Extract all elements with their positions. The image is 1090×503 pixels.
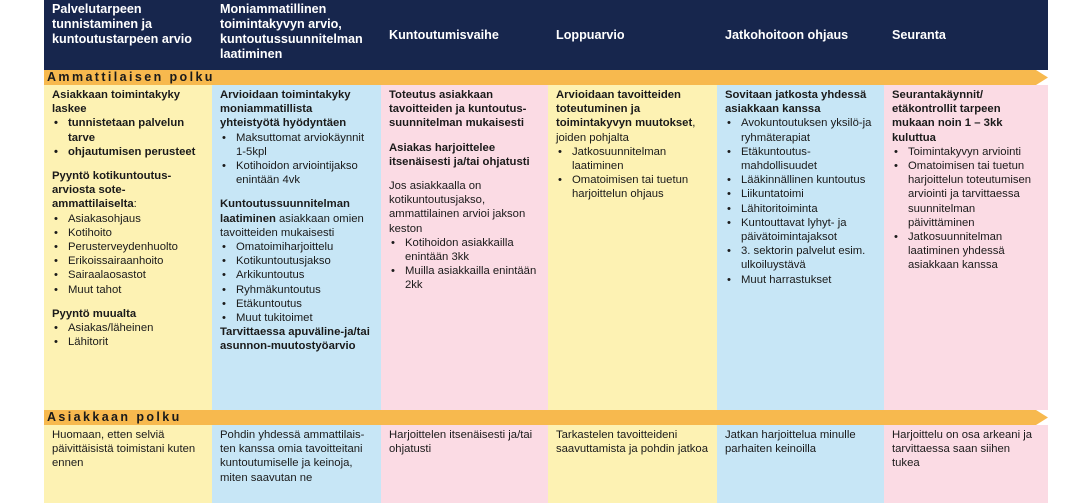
prof4-list — [556, 145, 709, 202]
prof1-referral-item: • Asiakasohjaus — [68, 212, 204, 226]
prof-cell-5 — [717, 85, 884, 410]
customer-row — [44, 425, 1048, 503]
prof1-referral — [52, 169, 204, 212]
prof5-item: • Avokuntoutuksen yksilö-ja ryhmäterapiat — [741, 116, 876, 144]
prof6-title: Seurantakäynnit/ etäkontrollit tarpeen mukaan noin 1 – 3kk kuluttua — [892, 89, 1003, 144]
prof5-item: • Lääkinnällinen kuntoutus — [741, 173, 876, 187]
prof5-item: • Lähitoritoiminta — [741, 202, 876, 216]
prof1-intro-item: • tunnistetaan palvelun tarve — [68, 116, 204, 144]
prof1-referral-item: • Kotihoito — [68, 226, 204, 240]
phase-6-title: Seuranta — [892, 27, 946, 42]
prof2-title: Arvioidaan toimintakyky moniammatillista yhteistyötä hyödyntäen — [220, 89, 351, 130]
prof5-item: • Etäkuntoutus-mahdollisuudet — [741, 145, 876, 173]
prof2-list-1 — [220, 131, 373, 188]
prof2-aids: Tarvittaessa apuväline-ja/tai asunnon-muutostyöarvio — [220, 326, 370, 353]
prof2-item: • Omatoimiharjoittelu — [236, 240, 373, 254]
cust-cell-1: Huomaan, etten selviä päivittäisistä toimistani kuten ennen — [44, 425, 212, 503]
prof4-item: • Jatkosuunnitelman laatiminen — [572, 145, 709, 173]
prof1-other-title: Pyyntö muualta — [52, 307, 137, 320]
prof5-title: Sovitaan jatkosta yhdessä asiakkaan kanssa — [725, 89, 867, 116]
prof3-item: • Kotihoidon asiakkailla enintään 3kk — [405, 236, 540, 264]
prof1-referral-item: • Muut tahot — [68, 283, 204, 297]
phase-3-title: Kuntoutumisvaihe — [389, 27, 499, 42]
prof4-item: • Omatoimisen tai tuetun harjoittelun ohjaus — [572, 173, 709, 201]
prof4-title-line — [556, 88, 709, 145]
phase-4-title: Loppuarvio — [556, 27, 625, 42]
prof1-referral-item: • Perusterveydenhuolto — [68, 240, 204, 254]
cust-cell-2: Pohdin yhdessä ammattilais-ten kanssa omia tavoitteitani kuntoutumiselle ja keinoja, miten saavutan ne — [212, 425, 381, 503]
prof-cell-4 — [548, 85, 717, 410]
prof3-text: Jos asiakkaalla on kotikuntoutusjakso, ammattilainen arvioi jakson keston — [389, 180, 526, 235]
cust-cell-3: Harjoittelen itsenäisesti ja/tai ohjatusti — [381, 425, 548, 503]
prof2-plan — [220, 197, 373, 240]
prof4-title-rest: , joiden pohjalta — [556, 117, 696, 144]
phase-1-title: Palvelutarpeen tunnistaminen ja kuntoutustarpeen arvio — [52, 2, 192, 46]
prof5-item: • 3. sektorin palvelut esim. ulkoiluystävä — [741, 244, 876, 272]
prof-cell-6 — [884, 85, 1048, 410]
prof3-list — [389, 236, 540, 293]
cust-cell-6: Harjoittelu on osa arkeani ja tarvittaessa saan siihen tukea — [884, 425, 1048, 503]
prof2-item: • Ryhmäkuntoutus — [236, 283, 373, 297]
prof1-other-item: • Asiakas/läheinen — [68, 321, 204, 335]
prof3-title: Toteutus asiakkaan tavoitteiden ja kuntoutus-suunnitelman mukaisesti — [389, 89, 527, 130]
prof2-item: • Arkikuntoutus — [236, 268, 373, 282]
prof1-intro-list — [52, 116, 204, 159]
care-path-diagram — [44, 0, 1048, 500]
phase-header — [44, 0, 1048, 70]
professional-path-band — [44, 70, 1048, 85]
prof2-item: • Kotihoidon arviointijakso enintään 4vk — [236, 159, 373, 187]
prof-cell-1 — [44, 85, 212, 410]
prof2-plan-rest: asiakkaan omien tavoitteiden mukaisesti — [220, 212, 364, 239]
prof1-other-item: • Lähitorit — [68, 335, 204, 349]
prof2-list-2 — [220, 240, 373, 325]
prof6-list — [892, 145, 1040, 273]
prof2-item: • Muut tukitoimet — [236, 311, 373, 325]
customer-path-label: Asiakkaan polku — [47, 410, 182, 424]
cust-cell-4: Tarkastelen tavoitteideni saavuttamista ja pohdin jatkoa — [548, 425, 717, 503]
customer-arrow — [44, 410, 1048, 425]
prof4-title: Arvioidaan tavoitteiden toteutuminen ja toimintakyvyn muutokset — [556, 89, 693, 130]
phase-5-title: Jatkohoitoon ohjaus — [725, 27, 849, 42]
professional-path-label: Ammattilaisen polku — [47, 70, 215, 84]
prof2-item: • Maksuttomat arviokäynnit 1-5kpl — [236, 131, 373, 159]
prof6-item: • Omatoimisen tai tuetun harjoittelun toteutumisen arviointi ja tarvittaessa suunnitelman päivittäminen — [908, 159, 1040, 230]
prof1-referral-list — [52, 212, 204, 297]
prof1-intro: Asiakkaan toimintakyky laskee — [52, 89, 181, 116]
prof6-item: • Toimintakyvyn arviointi — [908, 145, 1040, 159]
prof1-intro-item: • ohjautumisen perusteet — [68, 145, 204, 159]
prof2-plan-title: Kuntoutussuunnitelman laatiminen — [220, 198, 350, 225]
professional-row — [44, 85, 1048, 410]
prof1-referral-title: Pyyntö kotikuntoutus-arviosta sote-ammattilaiselta — [52, 170, 172, 211]
prof6-item: • Jatkosuunnitelman laatiminen yhdessä asiakkaan kanssa — [908, 230, 1040, 273]
prof5-list — [725, 116, 876, 286]
prof1-referral-item: • Erikoissairaanhoito — [68, 254, 204, 268]
phase-2-title: Moniammatillinen toimintakyvyn arvio, kuntoutussuunnitelman laatiminen — [220, 2, 363, 61]
prof-cell-3 — [381, 85, 548, 410]
prof-cell-2 — [212, 85, 381, 410]
prof2-item: • Etäkuntoutus — [236, 297, 373, 311]
customer-path-band — [44, 410, 1048, 425]
prof5-item: • Muut harrastukset — [741, 273, 876, 287]
prof3-sub: Asiakas harjoittelee itsenäisesti ja/tai ohjatusti — [389, 141, 530, 168]
prof1-other-list — [52, 321, 204, 349]
prof1-referral-item: • Sairaalaosastot — [68, 268, 204, 282]
prof2-item: • Kotikuntoutusjakso — [236, 254, 373, 268]
cust-cell-5: Jatkan harjoittelua minulle parhaiten keinoilla — [717, 425, 884, 503]
prof1-referral-colon: : — [133, 198, 137, 211]
prof5-item: • Kuntouttavat lyhyt- ja päivätoimintajaksot — [741, 216, 876, 244]
prof3-item: • Muilla asiakkailla enintään 2kk — [405, 264, 540, 292]
prof5-item: • Liikuntatoimi — [741, 187, 876, 201]
